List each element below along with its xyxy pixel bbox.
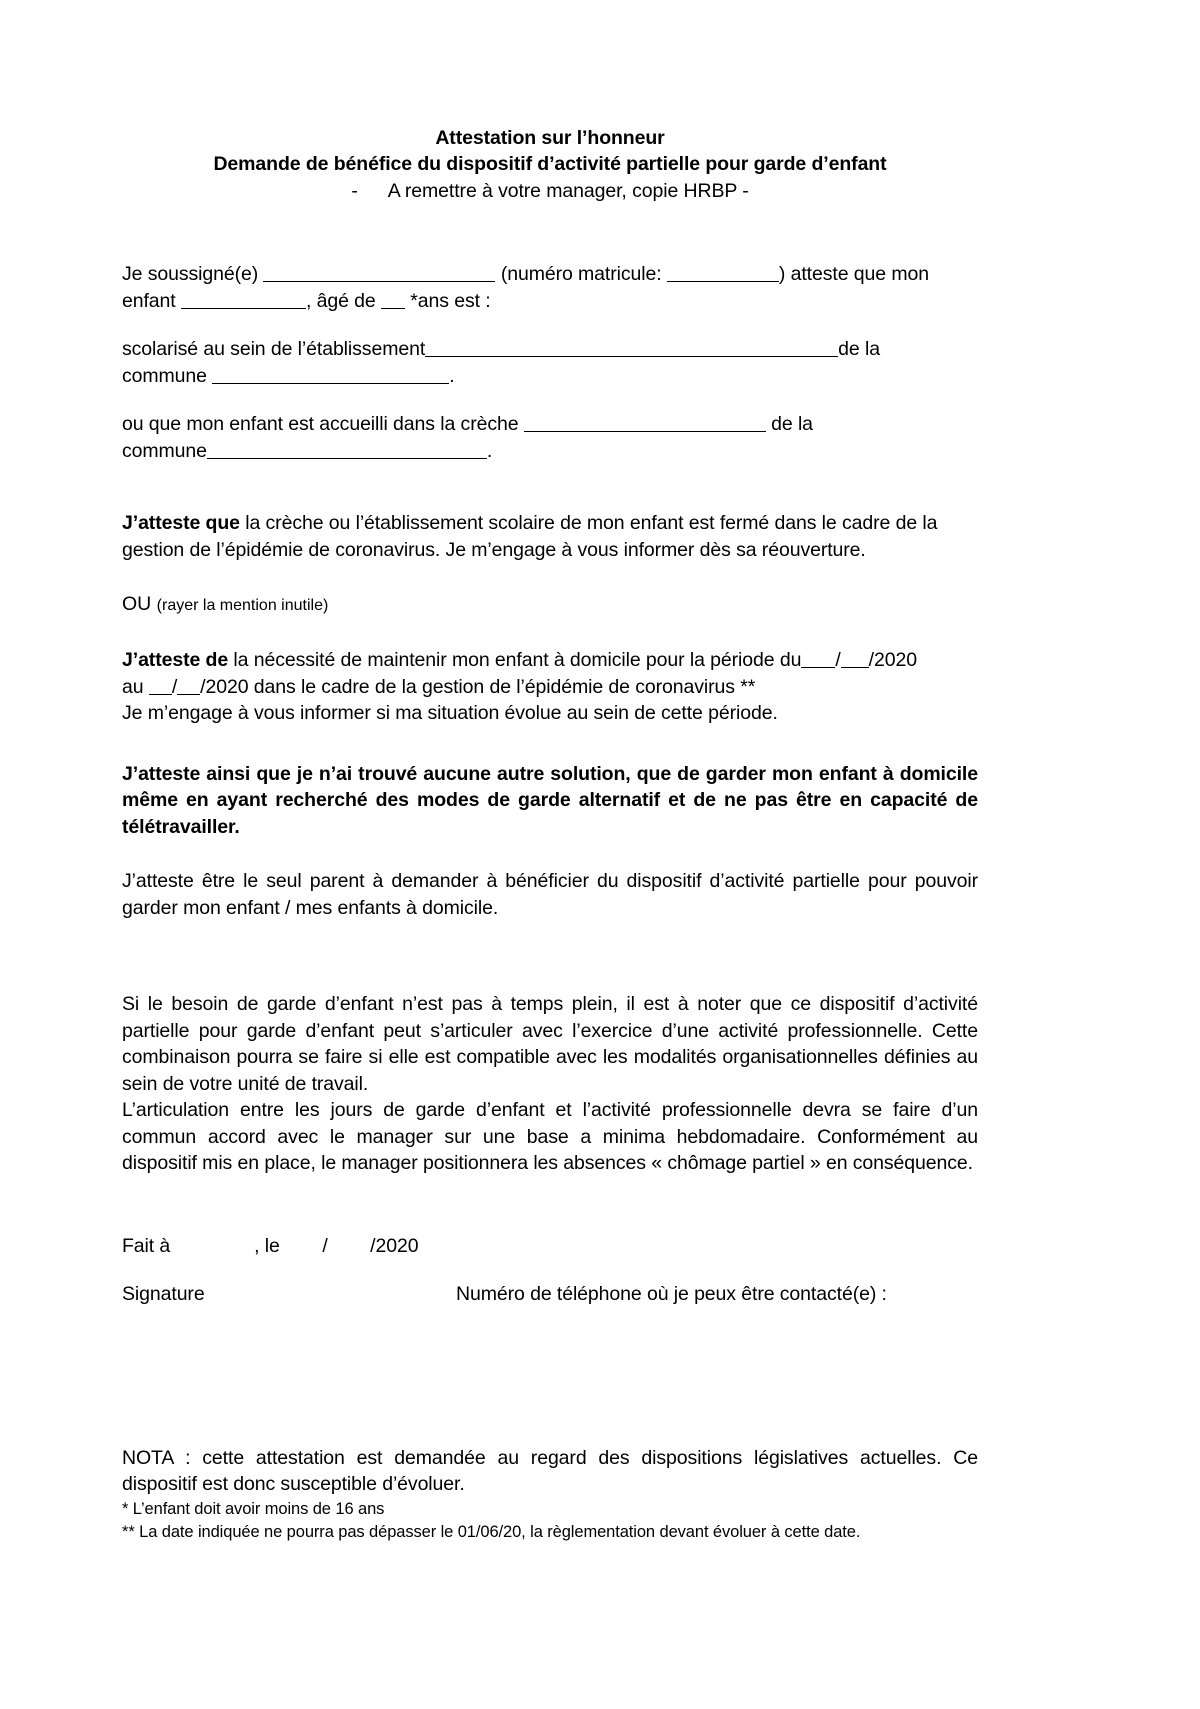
child-age-blank[interactable]	[381, 289, 405, 309]
creche-paragraph	[122, 411, 978, 464]
signature-row	[122, 1281, 978, 1311]
period-start-month-blank[interactable]	[841, 648, 869, 668]
footnote-2: ** La date indiquée ne pourra pas dépasser le 01/06/20, la règlementation devant évoluer à cette date.	[122, 1522, 861, 1541]
ou-line	[122, 591, 978, 619]
footnote-1: * L’enfant doit avoir moins de 16 ans	[122, 1499, 385, 1518]
period-end-body: /2020 dans le cadre de la gestion de l’épidémie de coronavirus **	[200, 675, 756, 698]
period-end-day-blank[interactable]	[149, 675, 172, 695]
period-start-year: /2020	[868, 649, 917, 671]
nota-paragraph: NOTA : cette attestation est demandée au regard des dispositions législatives actuelles. Ce dispositif est donc susceptible d’évoluer.	[122, 1446, 978, 1495]
attest-de-body-1: la nécessité de maintenir mon enfant à domicile pour la période du	[228, 649, 802, 671]
fait-a-label: Fait à	[122, 1234, 171, 1257]
fait-a-row	[122, 1233, 978, 1259]
undersigned-name-blank[interactable]	[263, 262, 495, 282]
attest-de-paragraph	[122, 647, 978, 727]
ou-word: OU	[122, 593, 152, 615]
school-commune-blank[interactable]	[212, 364, 449, 384]
school-commune-period: .	[449, 364, 455, 387]
school-paragraph	[122, 336, 978, 389]
page-subtitle: Demande de bénéfice du dispositif d’activité partielle pour garde d’enfant	[213, 153, 887, 175]
ou-hint: (rayer la mention inutile)	[156, 597, 329, 614]
phone-label: Numéro de téléphone où je peux être contacté(e) :	[456, 1282, 887, 1305]
page-title: Attestation sur l’honneur	[435, 127, 665, 149]
creche-lead-label: ou que mon enfant est accueilli dans la crèche	[122, 413, 519, 435]
period-start-day-blank[interactable]	[801, 648, 835, 668]
page-instruction	[122, 178, 978, 205]
school-name-blank[interactable]	[425, 337, 838, 357]
period-start-slash: /	[835, 649, 841, 671]
info-paragraph-1: Si le besoin de garde d’enfant n’est pas à temps plein, il est à noter que ce dispositif d’activité partielle pour garde d’enfant peut s’articuler avec l’exercice d’une activité professionnelle. Cette combinaison pourra se faire si elle est compatible avec les modalités organisationnelles définies au sein de votre unité de travail.	[122, 993, 978, 1095]
age-suffix-label: *ans est :	[410, 289, 491, 312]
attest-seul-parent-paragraph: J’atteste être le seul parent à demander à bénéficier du dispositif d’activité partielle pour pouvoir garder mon enfant / mes enfants à domicile.	[122, 870, 978, 919]
attest-que-body: la crèche ou l’établissement scolaire de mon enfant est fermé dans le cadre de la gestion de l’épidémie de coronavirus. Je m’engage à vous informer dès sa réouverture.	[122, 512, 938, 561]
document-title-block	[122, 126, 978, 205]
creche-commune-period: .	[486, 439, 493, 462]
matricule-close-label: ) atteste que mon	[778, 263, 929, 285]
identity-paragraph	[122, 261, 978, 314]
creche-name-blank[interactable]	[524, 412, 766, 432]
period-end-month-blank[interactable]	[177, 675, 200, 695]
instruction-text: A remettre à votre manager, copie HRBP -	[387, 180, 749, 202]
attest-de-engagement: Je m’engage à vous informer si ma situation évolue au sein de cette période.	[122, 702, 778, 724]
period-end-slash: /	[171, 675, 178, 698]
signature-label: Signature	[122, 1282, 205, 1305]
document-sheet	[122, 0, 978, 1544]
instruction-dash: -	[351, 180, 358, 202]
school-lead-label: scolarisé au sein de l’établissement	[122, 338, 426, 360]
creche-commune-blank[interactable]	[207, 439, 487, 459]
child-label: enfant	[122, 289, 176, 312]
school-tail-label: de la	[838, 338, 880, 360]
school-commune-label: commune	[122, 364, 207, 387]
period-end-prefix: au	[122, 675, 144, 698]
attest-que-bold-lead: J’atteste que	[122, 512, 240, 534]
attest-que-paragraph	[122, 510, 978, 563]
attest-de-bold-lead: J’atteste de	[122, 649, 229, 671]
age-prefix-label: , âgé de	[305, 289, 376, 312]
matricule-blank[interactable]	[667, 262, 779, 282]
child-name-blank[interactable]	[181, 289, 306, 309]
undersigned-label: Je soussigné(e)	[122, 263, 259, 285]
attest-ainsi-paragraph: J’atteste ainsi que je n’ai trouvé aucune autre solution, que de garder mon enfant à domicile même en ayant recherché des modes de garde alternatif et de ne pas être en capacité de télétravailler.	[122, 762, 978, 838]
fait-a-date: , le / /2020	[254, 1234, 419, 1257]
info-paragraph-2: L’articulation entre les jours de garde d’enfant et l’activité professionnelle devra se faire d’un commun accord avec le manager sur une base a minima hebdomadaire. Conformément au dispositif mis en place, le manager positionnera les absences « chômage partiel » en conséquence.	[122, 1099, 978, 1174]
matricule-open-label: (numéro matricule:	[500, 263, 662, 285]
creche-tail-label: de la	[771, 413, 813, 435]
creche-commune-label: commune	[122, 439, 207, 462]
